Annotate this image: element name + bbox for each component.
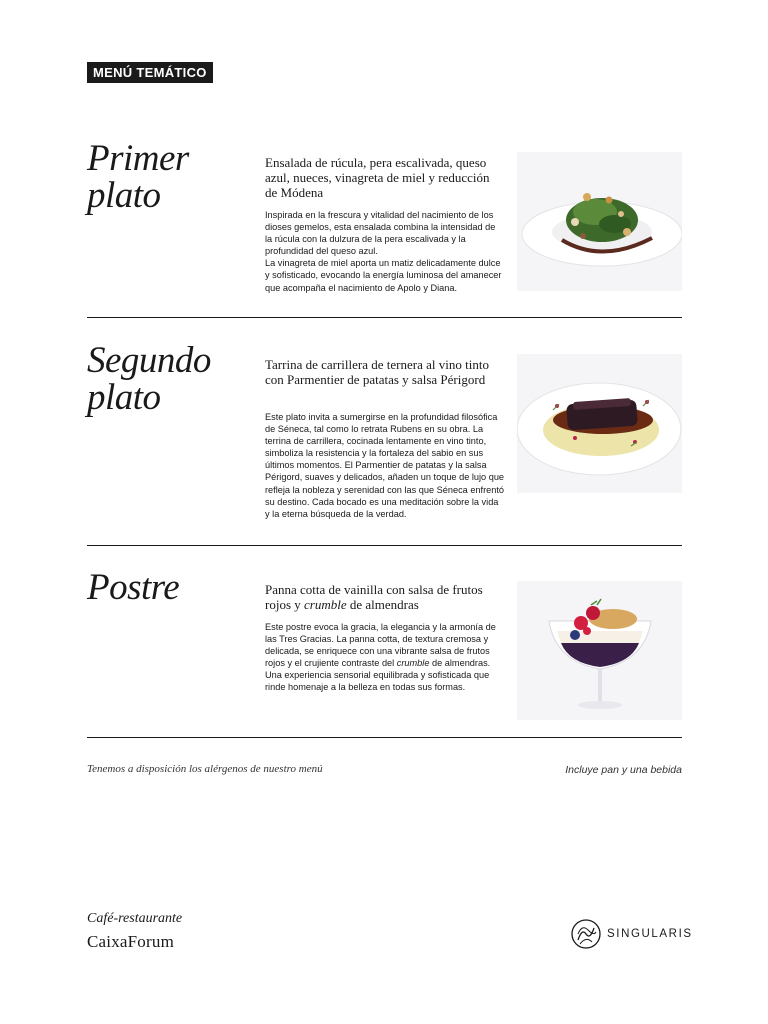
dish-name: Tarrina de carrillera de ternera al vino tinto con Parmentier de patatas y salsa Périgord <box>265 357 489 387</box>
singularis-emblem-icon <box>570 918 602 950</box>
allergens-note: Tenemos a disposición los alérgenos de nuestro menú <box>87 763 323 775</box>
section-divider <box>87 545 682 546</box>
course-section-first <box>87 140 682 310</box>
dish-name: Panna cotta de vainilla con salsa de frutos rojos y crumble de almendras <box>265 582 483 612</box>
dish-description: Este postre evoca la gracia, la elegancia y la armonía de las Tres Gracias. La panna cotta, de textura cremosa y delicada, se enriquece con una vibrante salsa de frutos rojos y el crujiente contraste del crumble de almendras. Una experiencia sensorial equilibrada y sofisticada que rinde homenaje a la belleza en todas sus formas. <box>265 622 496 693</box>
singularis-wordmark: SINGULARIS <box>607 928 693 940</box>
course-title: Segundo plato <box>87 340 211 418</box>
dish-name: Ensalada de rúcula, pera escalivada, queso azul, nueces, vinagreta de miel y reducción de Módena <box>265 155 490 200</box>
course-section-second <box>87 342 682 537</box>
brand-subtitle: Café-restaurante <box>87 911 183 926</box>
section-divider <box>87 317 682 318</box>
salad-plate-image <box>517 152 682 291</box>
menu-badge: MENÚ TEMÁTICO <box>87 62 213 83</box>
section-divider <box>87 737 682 738</box>
course-title: Primer plato <box>87 138 189 216</box>
course-title: Postre <box>87 567 180 608</box>
singularis-logo <box>570 918 693 950</box>
dish-description: Este plato invita a sumergirse en la profundidad filosófica de Séneca, tal como lo retrata Rubens en su obra. La terrina de carrillera, cocinada lentamente en vino tinto, simboliza la resistencia y la fortaleza del sabio en sus últimos momentos. El Parmentier de patatas y la salsa Périgord, suaves y delicados, añaden un toque de lujo que refleja la nobleza y serenidad con las que Séneca enfrentó su destino. Cada bocado es una meditación sobre la vida y la eterna búsqueda de la verdad. <box>265 412 505 519</box>
brand-logo-caixaforum: CaixaForum <box>87 932 174 951</box>
panna-cotta-glass-image <box>517 581 682 720</box>
course-section-dessert <box>87 569 682 729</box>
beef-cheek-plate-image <box>517 354 682 493</box>
includes-note: Incluye pan y una bebida <box>565 764 682 776</box>
dish-description: Inspirada en la frescura y vitalidad del nacimiento de los dioses gemelos, esta ensalada combina la intensidad de la rúcula con la dulzura de la pera escalivada y la profundidad del queso azul. La vinagreta de miel aporta un matiz delicadamente dulce y sofisticado, evocando la energía luminosa del amanecer que acompaña el nacimiento de Apolo y Diana. <box>265 210 502 293</box>
